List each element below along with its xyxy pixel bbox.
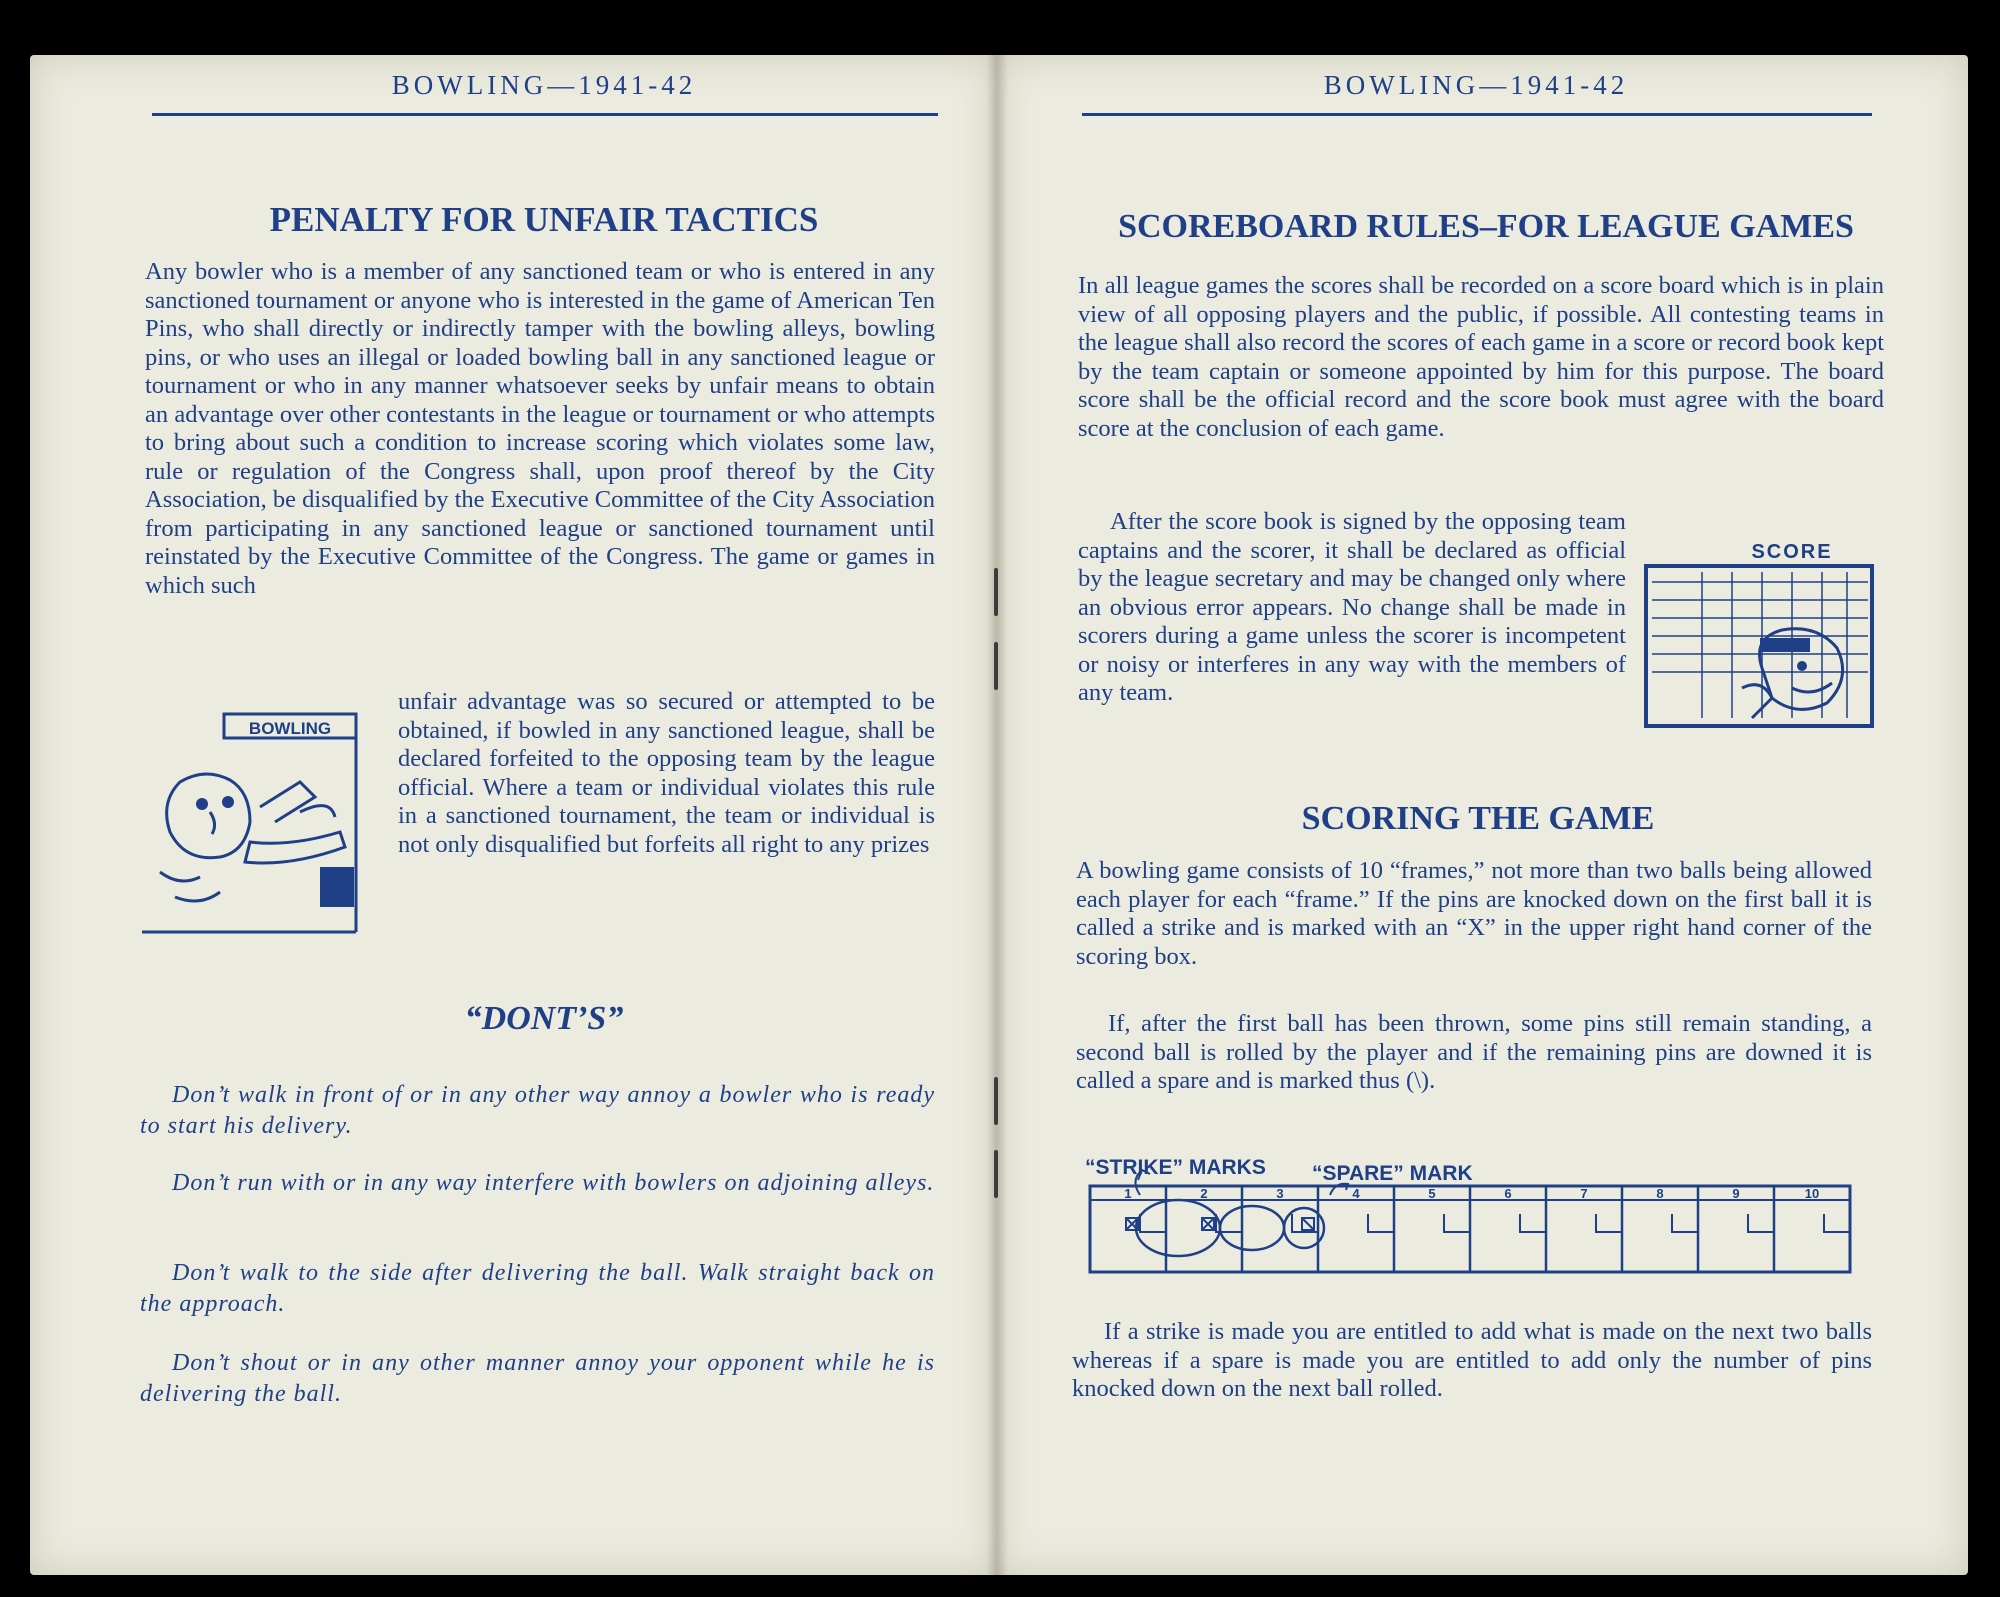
frame-number: 2 [1200,1186,1208,1201]
frame-number: 3 [1276,1186,1284,1201]
bowling-sign-text: BOWLING [248,719,332,738]
running-head-left: BOWLING—1941-42 [391,70,697,100]
frame-score-box [1368,1214,1394,1232]
frame-number: 10 [1804,1186,1820,1201]
dont-item-4: Don’t shout or in any other manner annoy your opponent while he is delivering the ball. [140,1350,935,1407]
donts-title: “DONT’S” [464,1000,624,1037]
staple [994,568,998,616]
frame-columns [1124,1186,1850,1272]
frame-number: 4 [1352,1186,1360,1201]
scoreboard-para-1: In all league games the scores shall be recorded on a score board which is in plain view of all opposing players and the public, if possible. All contesting teams in the league shall also record the scores of each game in a score or record book kept by the team captain or someone appointed by him for this purpose. The board score shall be the official record and the score book must agree with the board score at the conclusion of each game. [1078,272,1884,442]
dont-item-3: Don’t walk to the side after delivering the ball. Walk straight back on the approach. [140,1260,935,1317]
frame-score-box [1596,1214,1622,1232]
header-rule-left [152,113,938,116]
scoring-title: SCORING THE GAME [1301,800,1655,837]
frame-number: 5 [1428,1186,1436,1201]
scoring-para-3: If a strike is made you are entitled to add what is made on the next two balls whereas if a spare is made you are entitled to add only the number of pins knocked down on the next ball rolled. [1072,1318,1872,1402]
frame-number: 7 [1580,1186,1588,1201]
frame-score-box [1824,1214,1850,1232]
book-spine [986,55,1008,1575]
staple [994,1150,998,1198]
running-head-right: BOWLING—1941-42 [1323,70,1629,100]
strike-marks-label: “STRIKE” MARKS [1085,1156,1266,1179]
frame-score-box [1140,1214,1166,1232]
bowling-cartoon-illustration [140,712,362,934]
dont-item-2: Don’t run with or in any way interfere with bowlers on adjoining alleys. [172,1170,935,1196]
scoring-para-1: A bowling game consists of 10 “frames,” not more than two balls being allowed each player for each “frame.” If the pins are knocked down on the first ball it is called a strike and is marked with an “X” in the upper right hand corner of the scoring box. [1076,857,1872,970]
penalty-body-wrap: unfair advantage was so secured or attempted to be obtained, if bowled in any sanctioned league, shall be declared forfeited to the opposing team by the league official. Where a team or individual violates this rule in a sanctioned tournament, the team or individual is not only disqualified but forfeits all right to any prizes [398,688,935,858]
spare-mark-label: “SPARE” MARK [1312,1162,1473,1185]
header-rule-right [1082,113,1872,116]
penalty-body: Any bowler who is a member of any sanctioned team or who is entered in any sanctioned tournament or anyone who is interested in the game of American Ten Pins, who shall directly or indirectly tamper with the bowling alleys, bowling pins, or who uses an illegal or loaded bowling ball in any sanctioned league or tournament or who in any manner whatsoever seeks by unfair means to obtain an advantage over other contestants in the league or tournament or who attempts to bring about such a condition to increase scoring which violates some law, rule or regulation of the Congress shall, upon proof thereof by the City Association, be disqualified by the Executive Committee of the City Association from participating in any sanctioned league or sanctioned tournament until reinstated by the Executive Committee of the Congress. The game or games in which such [145,258,935,599]
frame-number: 1 [1124,1186,1132,1201]
scoreboard-title: SCOREBOARD RULES–FOR LEAGUE GAMES [1118,208,1854,245]
frame-number: 6 [1504,1186,1512,1201]
scoreboard-para-2: After the score book is signed by the opposing team captains and the scorer, it shall be declared as official by the league secretary and may be changed only where an obvious error appears. No change shall be made in scorers during a game unless the scorer is incompetent or noisy or interferes in any way with the members of any team. [1078,508,1626,706]
score-sheet-diagram [1080,1150,1860,1280]
scoreboard-cartoon-illustration [1642,538,1878,734]
frame-score-box [1672,1214,1698,1232]
dont-item-1: Don’t walk in front of or in any other way annoy a bowler who is ready to start his delivery. [140,1082,935,1139]
frame-number: 8 [1656,1186,1664,1201]
staple [994,1077,998,1125]
frame-score-box [1444,1214,1470,1232]
frame-score-box [1520,1214,1546,1232]
score-sign-text: SCORE [1751,541,1833,563]
frame-score-box [1748,1214,1774,1232]
spare-mark [1302,1218,1314,1230]
frame-number: 9 [1732,1186,1740,1201]
strike-x [1202,1218,1214,1230]
staple [994,642,998,690]
scoring-para-2: If, after the first ball has been thrown, some pins still remain standing, a second ball is rolled by the player and if the remaining pins are downed it is called a spare and is marked thus (\). [1076,1010,1872,1094]
penalty-title: PENALTY FOR UNFAIR TACTICS [269,200,819,239]
